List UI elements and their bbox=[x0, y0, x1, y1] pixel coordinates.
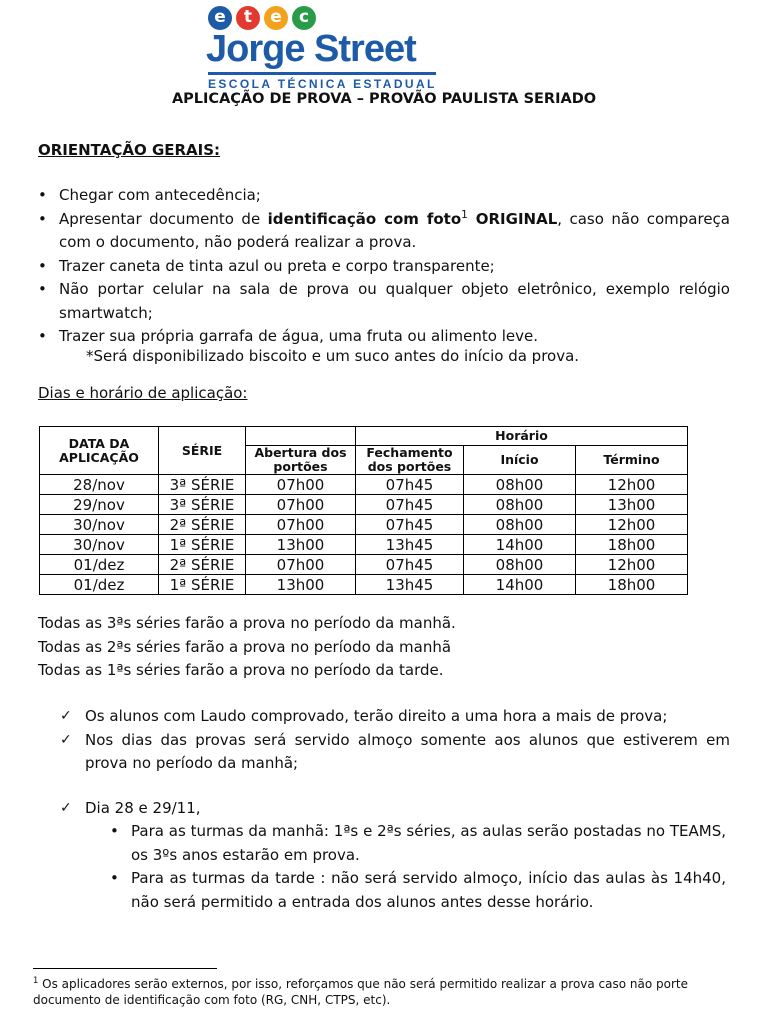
check-item: ✓ Nos dias das provas será servido almoço somente aos alunos que estiverem em prova no período da manhã; bbox=[60, 729, 730, 776]
snack-note: *Será disponibilizado biscoito e um suco antes do início da prova. bbox=[86, 347, 580, 365]
detail-item: • Para as turmas da manhã: 1ªs e 2ªs séries, as aulas serão postadas no TEAMS, os 3ºs anos estarão em prova. bbox=[110, 820, 726, 867]
cell-abertura: 07h00 bbox=[246, 515, 356, 535]
cell-fechamento: 07h45 bbox=[356, 495, 464, 515]
checklist-top bbox=[60, 705, 730, 776]
school-logo bbox=[206, 6, 438, 91]
cell-abertura: 07h00 bbox=[246, 555, 356, 575]
cell-abertura: 07h00 bbox=[246, 475, 356, 495]
cell-termino: 12h00 bbox=[576, 555, 688, 575]
period-line: Todas as 2ªs séries farão a prova no período da manhã bbox=[38, 637, 452, 656]
checklist-bottom bbox=[60, 797, 730, 821]
cell-serie: 1ª SÉRIE bbox=[159, 575, 246, 595]
logo-school-name: Jorge Street bbox=[206, 28, 416, 70]
guideline-item bbox=[38, 208, 730, 255]
cell-termino: 13h00 bbox=[576, 495, 688, 515]
cell-inicio: 14h00 bbox=[464, 575, 576, 595]
cell-inicio: 08h00 bbox=[464, 515, 576, 535]
detail-item: • Para as turmas da tarde : não será servido almoço, início das aulas às 14h40, não será permitido a entrada dos alunos antes desse horário. bbox=[110, 867, 726, 914]
cell-date: 28/nov bbox=[40, 475, 159, 495]
cell-inicio: 14h00 bbox=[464, 535, 576, 555]
table-row bbox=[40, 495, 688, 515]
schedule-title: Dias e horário de aplicação: bbox=[38, 384, 248, 402]
guideline-text: Trazer sua própria garrafa de água, uma fruta ou alimento leve. bbox=[59, 327, 538, 345]
guideline-text: Não portar celular na sala de prova ou qualquer objeto eletrônico, exemplo relógio smartwatch; bbox=[59, 280, 730, 322]
logo-underline bbox=[208, 72, 436, 75]
cell-fechamento: 07h45 bbox=[356, 475, 464, 495]
day-details-list bbox=[110, 820, 726, 914]
document-title: APLICAÇÃO DE PROVA – PROVÃO PAULISTA SERIADO bbox=[171, 91, 597, 107]
cell-abertura: 13h00 bbox=[246, 575, 356, 595]
header-date: DATA DA APLICAÇÃO bbox=[40, 427, 159, 475]
logo-letter-e: e bbox=[208, 6, 232, 30]
header-fechamento: Fechamento dos portões bbox=[356, 446, 464, 475]
footnote-mark: 1 bbox=[33, 975, 39, 985]
cell-termino: 12h00 bbox=[576, 515, 688, 535]
cell-serie: 2ª SÉRIE bbox=[159, 515, 246, 535]
section-title: ORIENTAÇÃO GERAIS: bbox=[38, 141, 221, 159]
period-line: Todas as 1ªs séries farão a prova no período da tarde. bbox=[38, 661, 444, 679]
guideline-item bbox=[38, 278, 730, 325]
guideline-text: , caso não compareça com o documento, não poderá realizar a prova. bbox=[59, 209, 730, 251]
cell-fechamento: 13h45 bbox=[356, 575, 464, 595]
cell-abertura: 07h00 bbox=[246, 495, 356, 515]
cell-serie: 2ª SÉRIE bbox=[159, 555, 246, 575]
guideline-item bbox=[38, 255, 730, 279]
check-item: ✓ Dia 28 e 29/11, bbox=[60, 797, 730, 821]
guideline-item bbox=[38, 325, 730, 349]
cell-serie: 3ª SÉRIE bbox=[159, 475, 246, 495]
table-row bbox=[40, 475, 688, 495]
cell-inicio: 08h00 bbox=[464, 475, 576, 495]
cell-fechamento: 07h45 bbox=[356, 515, 464, 535]
guideline-item bbox=[38, 184, 730, 208]
logo-letter-c: c bbox=[292, 6, 316, 30]
table-row bbox=[40, 555, 688, 575]
guideline-bold-text: identificação com foto bbox=[267, 209, 462, 228]
logo-letter-e2: e bbox=[264, 6, 288, 30]
cell-termino: 12h00 bbox=[576, 475, 688, 495]
header-empty bbox=[246, 427, 356, 446]
period-line: Todas as 3ªs séries farão a prova no período da manhã. bbox=[38, 614, 456, 632]
footnote-separator bbox=[33, 968, 217, 969]
cell-inicio: 08h00 bbox=[464, 495, 576, 515]
cell-termino: 18h00 bbox=[576, 575, 688, 595]
schedule-table bbox=[39, 426, 688, 595]
cell-date: 01/dez bbox=[40, 555, 159, 575]
guideline-bold-text: ORIGINAL bbox=[467, 209, 558, 228]
cell-abertura: 13h00 bbox=[246, 535, 356, 555]
etec-letters bbox=[208, 6, 316, 30]
cell-inicio: 08h00 bbox=[464, 555, 576, 575]
table-row bbox=[40, 515, 688, 535]
cell-serie: 3ª SÉRIE bbox=[159, 495, 246, 515]
cell-termino: 18h00 bbox=[576, 535, 688, 555]
header-abertura: Abertura dos portões bbox=[246, 446, 356, 475]
footnote-text: Os aplicadores serão externos, por isso, reforçamos que não será permitido realizar a prova caso não porte documento de identificação com foto (RG, CNH, CTPS, etc). bbox=[33, 977, 689, 1007]
guideline-text: Chegar com antecedência; bbox=[59, 186, 261, 204]
table-row bbox=[40, 575, 688, 595]
header-serie: SÉRIE bbox=[159, 427, 246, 475]
header-horario: Horário bbox=[356, 427, 688, 446]
check-item: ✓ Os alunos com Laudo comprovado, terão direito a uma hora a mais de prova; bbox=[60, 705, 730, 729]
cell-date: 30/nov bbox=[40, 515, 159, 535]
footnote-ref: 1 bbox=[461, 208, 468, 221]
guideline-text: Apresentar documento de bbox=[59, 209, 268, 228]
cell-fechamento: 07h45 bbox=[356, 555, 464, 575]
cell-date: 30/nov bbox=[40, 535, 159, 555]
cell-date: 01/dez bbox=[40, 575, 159, 595]
cell-serie: 1ª SÉRIE bbox=[159, 535, 246, 555]
period-lines bbox=[38, 612, 456, 683]
table-header-row bbox=[40, 427, 688, 446]
cell-fechamento: 13h45 bbox=[356, 535, 464, 555]
footnote bbox=[33, 976, 723, 1008]
header-inicio: Início bbox=[464, 446, 576, 475]
cell-date: 29/nov bbox=[40, 495, 159, 515]
guideline-text: Trazer caneta de tinta azul ou preta e corpo transparente; bbox=[59, 256, 495, 275]
table-row bbox=[40, 535, 688, 555]
guidelines-list bbox=[38, 184, 730, 349]
logo-subtitle: ESCOLA TÉCNICA ESTADUAL bbox=[208, 77, 437, 91]
logo-letter-t: t bbox=[236, 6, 260, 30]
header-termino: Término bbox=[576, 446, 688, 475]
